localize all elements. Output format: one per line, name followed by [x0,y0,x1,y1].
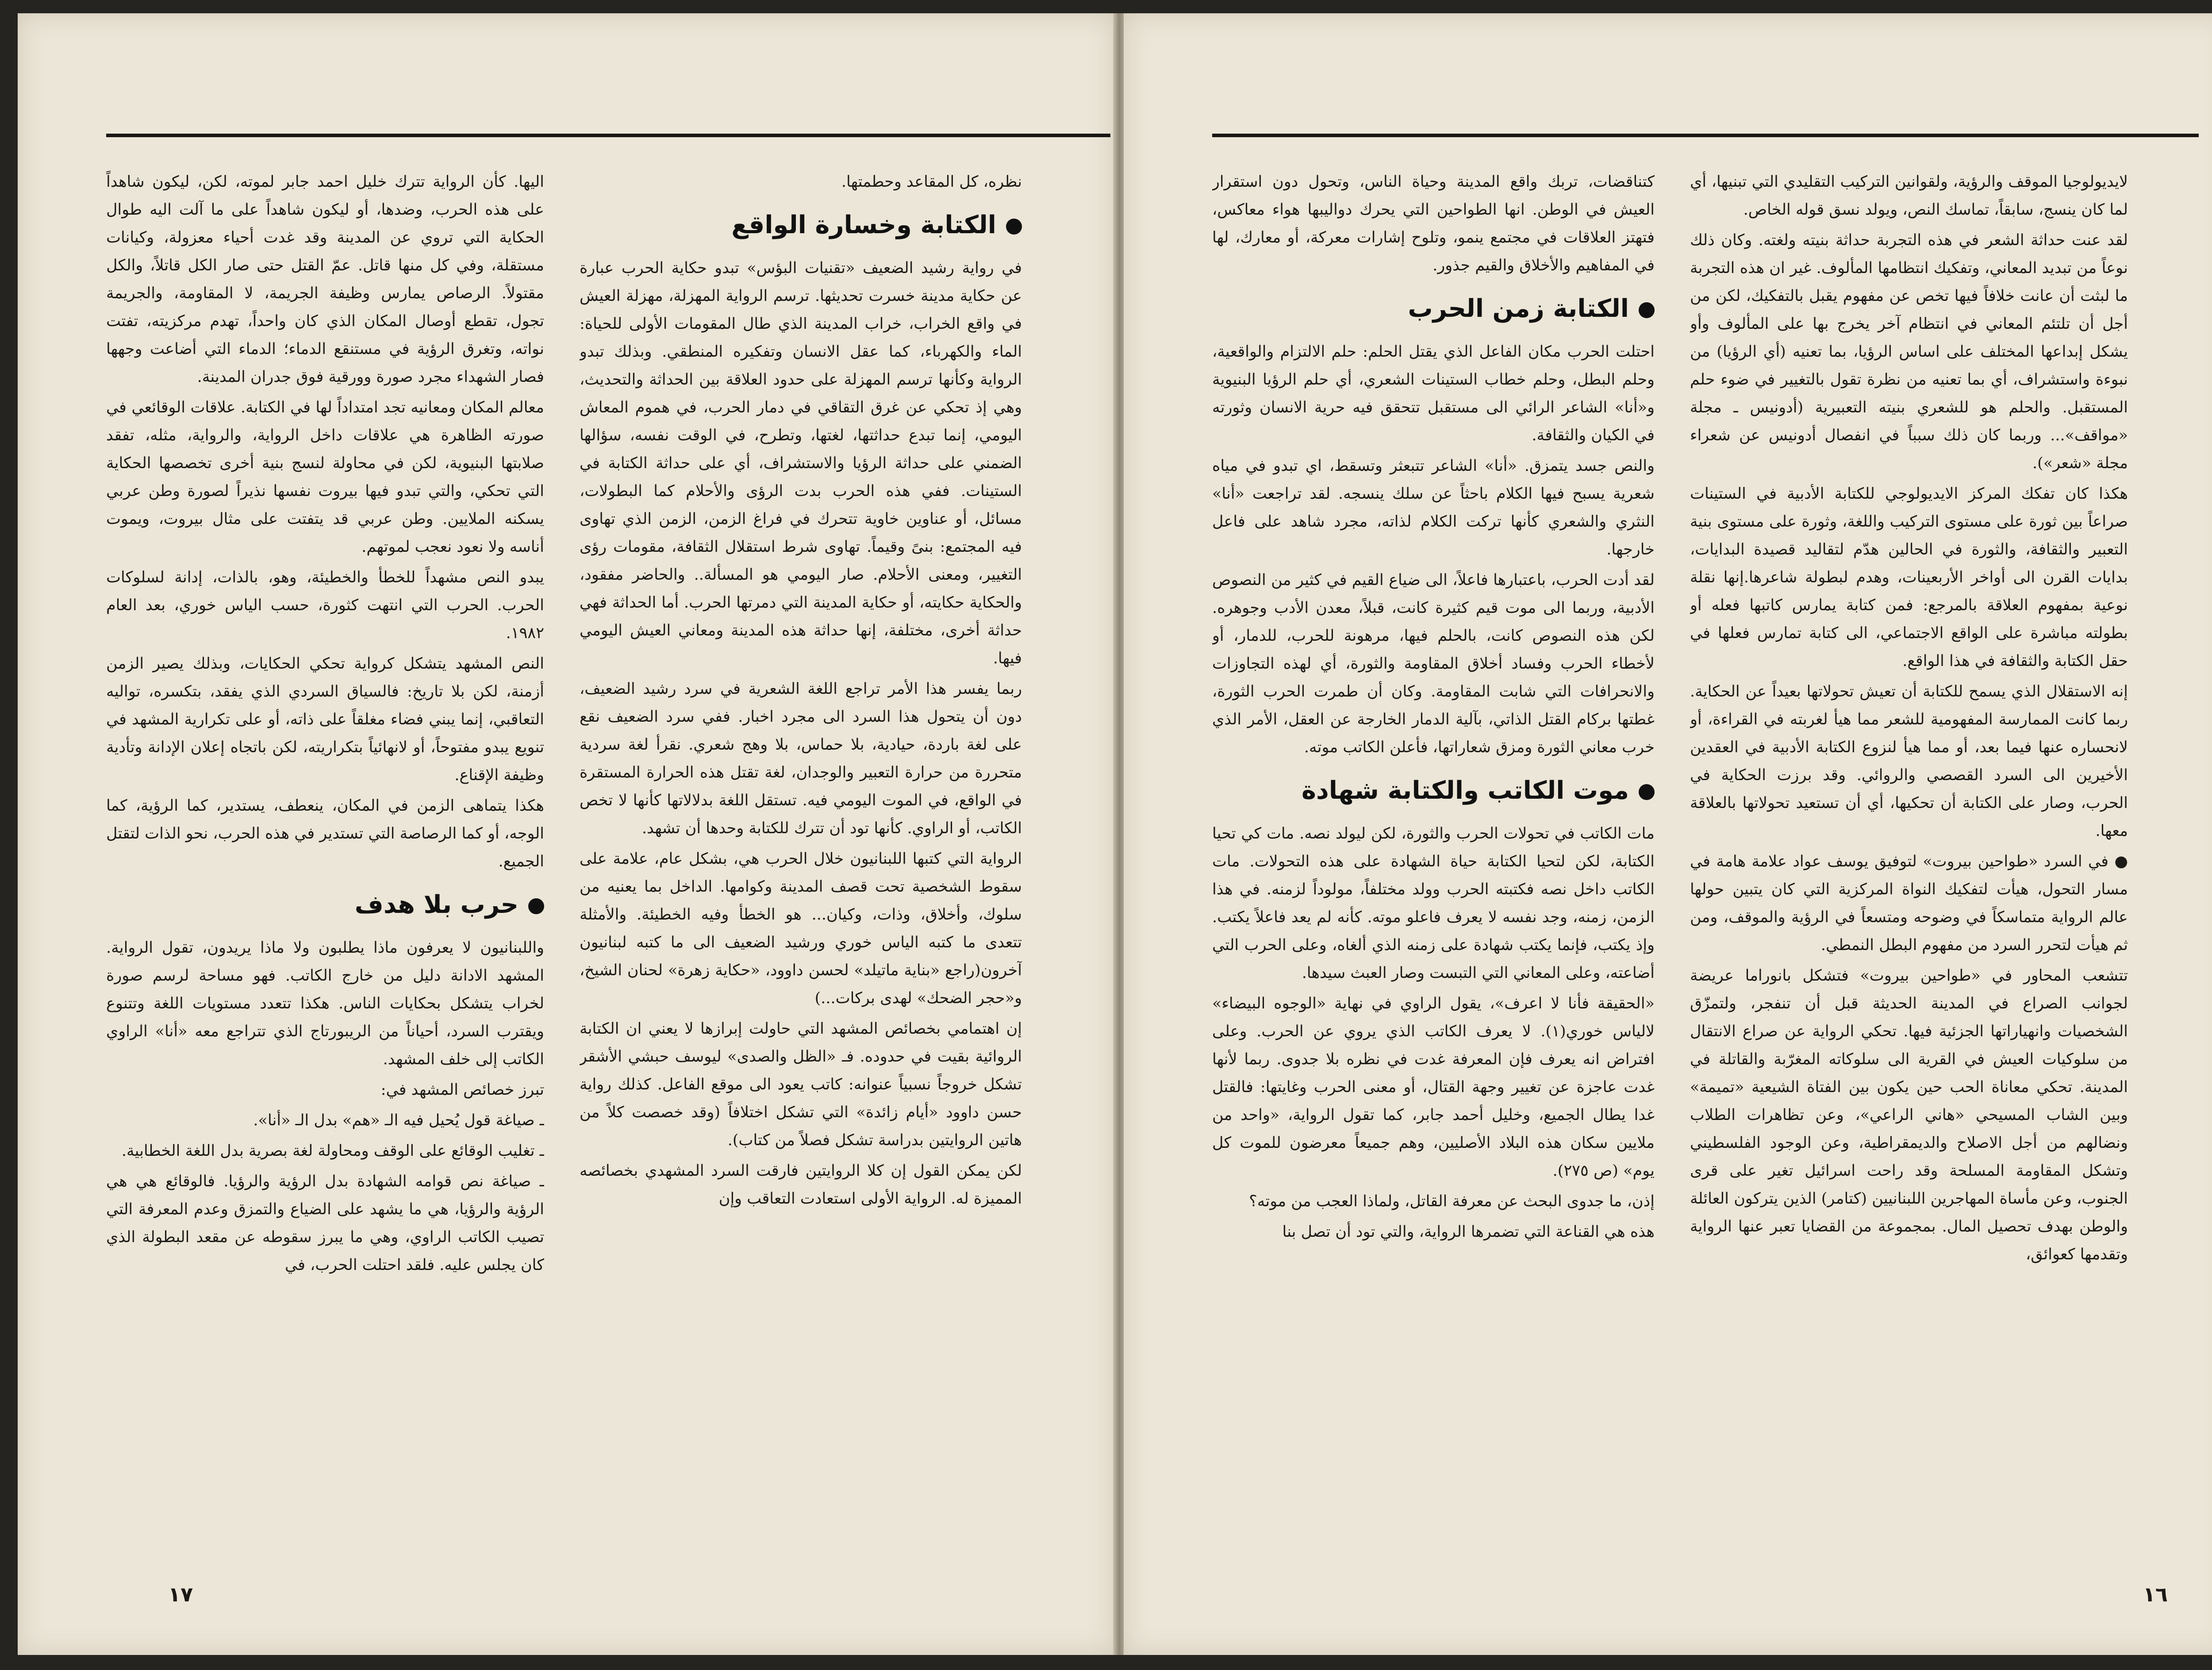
paragraph: الرواية التي كتبها اللبنانيون خلال الحرب هي، بشكل عام، علامة على سقوط الشخصية تحت قصف المدينة وكوامها. الداخل بما يعنيه من سلوك، وأخلاق، وذات، وكيان... هو الخطأ وفيه الخطيئة. والأمثلة تتعدى ما كتبه الياس خوري ورشيد الضعيف الى ما كتبه لبنانيون آخرون(راجع «بناية ماتيلد» لحسن داوود، «حكاية زهرة» لحنان الشيخ، و«حجر الضحك» لهدى بركات...) [580,850,1022,1007]
paragraph: ● في السرد «طواحين بيروت» لتوفيق يوسف عواد علامة هامة في مسار التحول، هيأت لتفكيك النواة المركزية التي كان يتبين حولها عالم الرواية متماسكاً في وضوحه ومتسعاً في الرؤية والموقف، ومن ثم هيأت لتحرر السرد من مفهوم البطل النمطي. [1690,853,2128,954]
section-heading-text: حرب بلا هدف [354,890,518,919]
paragraph: نظره، كل المقاعد وحطمتها. [841,173,1022,191]
page-number: ١٧ [168,1582,193,1606]
paragraph: تبرز خصائص المشهد في: [380,1081,544,1099]
section-heading [1212,773,1655,808]
paragraph: ـ صياغة نص قوامه الشهادة بدل الرؤية والرؤيا. فالوقائع هي هي الرؤية والرؤيا، هي ما يشهد على الضياع والتمزق وعدم المعرفة التي تصيب الكاتب الراوي، وهي ما يبرز سقوطه عن مقعد البطولة الذي كان يجلس عليه. فلقد احتلت الحرب، في [106,1173,544,1274]
paragraph: في رواية رشيد الضعيف «تقنيات البؤس» تبدو حكاية الحرب عبارة عن حكاية مدينة خسرت تحديثها. ترسم الرواية المهزلة، مهزلة العيش في واقع الخراب، خراب المدينة الذي طال المقومات الأولى للحياة: الماء والكهرباء، كما عقل الانسان وتفكيره المنطقي. وبذلك تبدو الرواية وكأنها ترسم المهزلة على حدود العلاقة بين الحداثة والتحديث، وهي إذ تحكي عن غرق التقاقي في دمار الحرب، في هموم المعاش اليومي، إنما تبدع حداثتها، لغتها، وتطرح، في الوقت نفسه، سؤالها الضمني على حداثة الرؤيا والاستشراف، أي على حداثة الكتابة في الستينات. ففي هذه الحرب بدت الرؤى والأحلام كما البطولات، مسائل، أو عناوين خاوية تتحرك في فراغ الزمن، الزمن الذي تهاوى فيه المجتمع: بنىً وقيماً. تهاوى شرط استقلال الثقافة، مقومات رؤى التغيير، ومعنى الأحلام. صار اليومي هو المسألة.. والحاضر مفقود، والحكاية حكايته، أو حكاية المدينة التي دمرتها الحرب. أما الحداثة فهي حداثة أخرى، مختلفة، إنها حداثة هذه المدينة ومعاني العيش اليومي فيها. [580,259,1022,667]
right-columns [1212,168,2128,1522]
paragraph: ربما يفسر هذا الأمر تراجع اللغة الشعرية في سرد رشيد الضعيف، دون أن يتحول هذا السرد الى مجرد اخبار. ففي سرد الضعيف نقع على لغة باردة، حيادية، بلا حماس، بلا وهج شعري. نقرأ لغة سردية متحررة من حرارة التعبير والوجدان، لغة تقتل هذه الحرارة المستقرة في الواقع، في الموت اليومي فيه. تستقل اللغة بدلالاتها كأنها لا تخص الكاتب، أو الراوي. كأنها تود أن تترك للكتابة وحدها أن تشهد. [580,680,1022,837]
paragraph: مات الكاتب في تحولات الحرب والثورة، لكن ليولد نصه. مات كي تحيا الكتابة، لكن لتحيا الكتابة حياة الشهادة على هذه التحولات. مات الكاتب داخل نصه فكتبته الحرب وولد مختلفاً، مولوداً لزمنه. في هذا الزمن، زمنه، وجد نفسه لا يعرف فاعلو موته. كأنه لم يعد فاعلاً يكتب. وإذ يكتب، فإنما يكتب شهادة على زمنه الذي ألغاه، وعلى الحرب التي أضاعته، وعلى المعاني التي التبست وصار العبث سيدها. [1212,825,1655,982]
paragraph: ـ تغليب الوقائع على الوقف ومحاولة لغة بصرية بدل اللغة الخطابية. [121,1142,544,1160]
right-page-column-right [1690,168,2128,1522]
left-page-column-right [580,168,1022,1522]
paragraph: يبدو النص مشهداً للخطأ والخطيئة، وهو، بالذات، إدانة لسلوكات الحرب. الحرب التي انتهت كثورة، حسب الياس خوري، بعد العام ١٩٨٢. [106,569,544,642]
paragraph: لقد عنت حداثة الشعر في هذه التجربة حداثة بنيته ولغته. وكان ذلك نوعاً من تبديد المعاني، وتفكيك انتظامها المألوف. غير ان هذه التجربة ما لبثت أن عانت خلافاً فيها تخص عن مفهوم يقبل بالتفكيك، لكن من أجل أن تلتئم المعاني في انتظام آخر يخرج بها على المألوف وأو يشكل إبداعها المختلف على اساس الرؤيا، بما تعنيه (أي الرؤيا) من نبوءة واستشراف، أي بما تعنيه من نظرة تقول بالتغيير في ضوء حلم المستقبل. والحلم هو للشعري بنيته التعبيرية (أدونيس ـ مجلة «مواقف»... وربما كان ذلك سبباً في انفصال أدونيس عن شعراء مجلة «شعر»). [1690,231,2128,472]
paragraph: احتلت الحرب مكان الفاعل الذي يقتل الحلم: حلم الالتزام والواقعية، وحلم البطل، وحلم خطاب الستينات الشعري، أي حلم الرؤيا البنيوية و«أنا» الشاعر الرائي الى مستقبل تتحقق فيه حرية الانسان وثورته في الكيان والثقافة. [1212,343,1655,444]
section-heading-text: الكتابة زمن الحرب [1408,294,1629,323]
bullet-icon [1639,784,1655,800]
paragraph: ـ صياغة قول يُحيل فيه الـ «هم» بدل الـ «أنا». [253,1112,544,1129]
bullet-icon [1006,219,1022,235]
section-heading [580,208,1022,243]
paragraph: واللبنانيون لا يعرفون ماذا يطلبون ولا ماذا يريدون، تقول الرواية. المشهد الادانة دليل من خارج الكاتب. فهو مساحة لرسم صورة لخراب يتشكل بحكايات الناس. هكذا تتعدد مستويات اللغة وتتنوع ويقترب السرد، أحياناً من الريبورتاج الذي تتراجع معه «أنا» الراوي الكاتب إلى خلف المشهد. [106,939,544,1068]
paragraph: معالم المكان ومعانيه تجد امتداداً لها في الكتابة. علاقات الوقائعي في صورته الظاهرة هي علاقات داخل الرواية، والرواية، مثله، تفقد صلابتها البنيوية، لكن في محاولة لنسج بنية أخرى تخصصها الحكاية التي تحكي، والتي تبدو فيها بيروت نفسها نذيراً لصورة وطن عربي يسكنه الملايين. وطن عربي قد يتفتت على مثال بيروت، ويموت أناسه ولا نعود نعجب لموتهم. [106,399,544,556]
header-rule [106,134,1110,137]
paragraph: لقد أدت الحرب، باعتبارها فاعلاً، الى ضياع القيم في كثير من النصوص الأدبية، وربما الى موت قيم كثيرة كانت، قبلاً، معدن الأدب وجوهره. لكن هذه النصوص كانت، بالحلم فيها، مرهونة للحرب، للدمار، أو لأخطاء الحرب وفساد أخلاق المقاومة والثورة، أي لهذه التجاوزات والانحرافات التي شابت المقاومة. وكان أن طمرت الحرب الثورة، غطتها بركام القتل الذاتي، بآلية الدمار الخارجة عن العقل، الأمر الذي خرب معاني الثورة ومزق شعاراتها، فأعلن الكاتب موته. [1212,571,1655,756]
header-rule [1212,134,2199,137]
paragraph: هذه هي القناعة التي تضمرها الرواية، والتي تود أن تصل بنا [1282,1223,1655,1241]
right-page [1124,13,2212,1655]
paragraph: تتشعب المحاور في «طواحين بيروت» فتشكل بانوراما عريضة لجوانب الصراع في المدينة الحديثة قبل أن تنفجر، ولتمزّق الشخصيات وانهياراتها الجزئية فيها. تحكي الرواية عن صراع الانتقال من سلوكيات العيش في القرية الى سلوكاته المغرّبة والقاتلة في المدينة. تحكي معاناة الحب حين يكون بين الفتاة الشيعية «تميمة» وبين الشاب المسيحي «هاني الراعي»، وعن تظاهرات الطلاب ونضالهم من أجل الاصلاح والديمقراطية، وعن الوجود الفلسطيني وتشكل المقاومة المسلحة وقد راحت اسرائيل تغير على قرى الجنوب، وعن مأساة المهاجرين اللبنانيين (كتامر) الذين يتركون العائلة والوطن بهدف تحصيل المال. بمجموعة من القضايا تعبر عنها الرواية وتقدمها كعوائق، [1690,967,2128,1263]
right-page-column-left [1212,168,1655,1522]
paragraph: «الحقيقة فأنا لا اعرف»، يقول الراوي في نهاية «الوجوه البيضاء» لالياس خوري(١). لا يعرف الكاتب الذي يروي عن الحرب. وعلى افتراض انه يعرف فإن المعرفة غدت في نظره بلا جدوى. ربما لأنها غدت عاجزة عن تغيير وجهة القتال، أو معنى الحرب وغايتها: فالقتل غدا يطال الجميع، وخليل أحمد جابر، كما تقول الرواية، «واحد من ملايين سكان هذه البلاد الأصليين، وهم جميعاً معرضون للموت كل يوم» (ص ٢٧٥). [1212,995,1655,1180]
paragraph: والنص جسد يتمزق. «أنا» الشاعر تتبعثر وتسقط، اي تبدو في مياه شعرية يسبح فيها الكلام باحثاً عن سلك ينسجه. لقد تراجعت «أنا» النثري والشعري كأنها تركت الكلام لذاته، مجرد شاهد على فاعل خارجها. [1212,457,1655,558]
section-heading-text: موت الكاتب والكتابة شهادة [1301,776,1629,805]
section-heading-text: الكتابة وخسارة الواقع [731,211,996,239]
paragraph: إن اهتمامي بخصائص المشهد التي حاولت إبرازها لا يعني ان الكتابة الروائية بقيت في حدوده. فـ «الظل والصدى» ليوسف حبشي الأشقر تشكل خروجاً نسبياً عنوانه: كاتب يعود الى موقع الفاعل. كذلك رواية حسن داوود «أيام زائدة» التي تشكل اختلافاً (وقد خصصت كلاً من هاتين الروايتين بدراسة تشكل فصلاً من كتاب). [580,1020,1022,1149]
section-heading [106,887,544,923]
page-number: ١٦ [2143,1582,2168,1606]
left-columns [106,168,1022,1522]
paragraph: النص المشهد يتشكل كرواية تحكي الحكايات، وبذلك يصير الزمن أزمنة، لكن بلا تاريخ: فالسياق السردي الذي يفقد، بتكسره، تواليه التعاقبي، إنما يبني فضاء مغلقاً على ذاته، أو على تكرارية المشهد في تنويع يبدو مفتوحاً، أو لانهائياً بتكراريته، لكن باتجاه إعلان الإدانة وتأدية وظيفة الإقناع. [106,655,544,784]
paragraph: إنه الاستقلال الذي يسمح للكتابة أن تعيش تحولاتها بعيداً عن الحكاية. ربما كانت الممارسة المفهومية للشعر مما هيأ لغربته في القراءة، أو لانحساره عنها فيما بعد، أو مما هيأ لنزوع الكتابة الأدبية في العقدين الأخيرين الى السرد القصصي والروائي. وقد برزت الحكاية في الحرب، وصار على الكتابة أن تحكيها، أي أن تستعيد تحولاتها بالعلاقة معها. [1690,683,2128,840]
paragraph: لايديولوجيا الموقف والرؤية، ولقوانين التركيب التقليدي التي تبنيها، أي لما كان ينسج، سابقاً، تماسك النص، ويولد نسق قوله الخاص. [1690,173,2128,219]
paragraph: هكذا كان تفكك المركز الايديولوجي للكتابة الأدبية في الستينات صراعاً بين ثورة على مستوى التركيب واللغة، وثورة على مستوى بنية التعبير والثقافة، والثورة في الحالين هدّم لتقاليد قصيدة البدايات، بدايات القرن الى أواخر الأربعينات، وهدم لبطولة شاعرها.إنها نقلة نوعية بمفهوم العلاقة بالمرجع: فمن كتابة يمارس كاتبها فعله أو بطولته مباشرة على الواقع الاجتماعي، الى كتابة تمارس فعلها في حقل الكتابة والثقافة في هذا الواقع. [1690,485,2128,670]
paragraph: إذن، ما جدوى البحث عن معرفة القاتل، ولماذا العجب من موته؟ [1249,1193,1655,1210]
section-heading [1212,291,1655,327]
left-page [18,13,1115,1655]
bullet-icon [528,898,544,914]
bullet-icon [1639,302,1655,318]
left-page-column-left [106,168,544,1522]
paragraph: هكذا يتماهى الزمن في المكان، ينعطف، يستدير، كما الرؤية، كما الوجه، أو كما الرصاصة التي تستدير في هذه الحرب، نحو الذات لتقتل الجميع. [106,797,544,870]
paragraph: كتناقضات، تربك واقع المدينة وحياة الناس، وتحول دون استقرار العيش في الوطن. انها الطواحين التي يحرك دواليبها هواء معاكس، فتهتز العلاقات في مجتمع ينمو، وتلوح إشارات معركة، أو معارك، لها في المفاهيم والأخلاق والقيم جذور. [1212,173,1655,274]
paragraph: اليها. كأن الرواية تترك خليل احمد جابر لموته، لكن، ليكون شاهداً على هذه الحرب، وضدها، أو ليكون شاهداً على ما آلت اليه طوال الحكاية التي تروي عن المدينة وقد غدت أحياء معزولة، وكيانات مستقلة، وفي كل منها قاتل. عمّ القتل حتى صار الكل قاتلاً، والكل مقتولاً. الرصاص يمارس وظيفة الجريمة، لا المقاومة، والجريمة تجول، تقطع أوصال المكان الذي كان واحداً، تهدم مركزيته، تفتت نواته، وتغرق الرؤية في مستنقع الدماء؛ الدماء التي أضاعت وجهها فصار الشهداء مجرد صورة وورقية فوق جدران المدينة. [106,173,544,386]
paragraph: لكن يمكن القول إن كلا الروايتين فارقت السرد المشهدي بخصائصه المميزة له. الرواية الأولى استعادت التعاقب وإن [580,1162,1022,1208]
